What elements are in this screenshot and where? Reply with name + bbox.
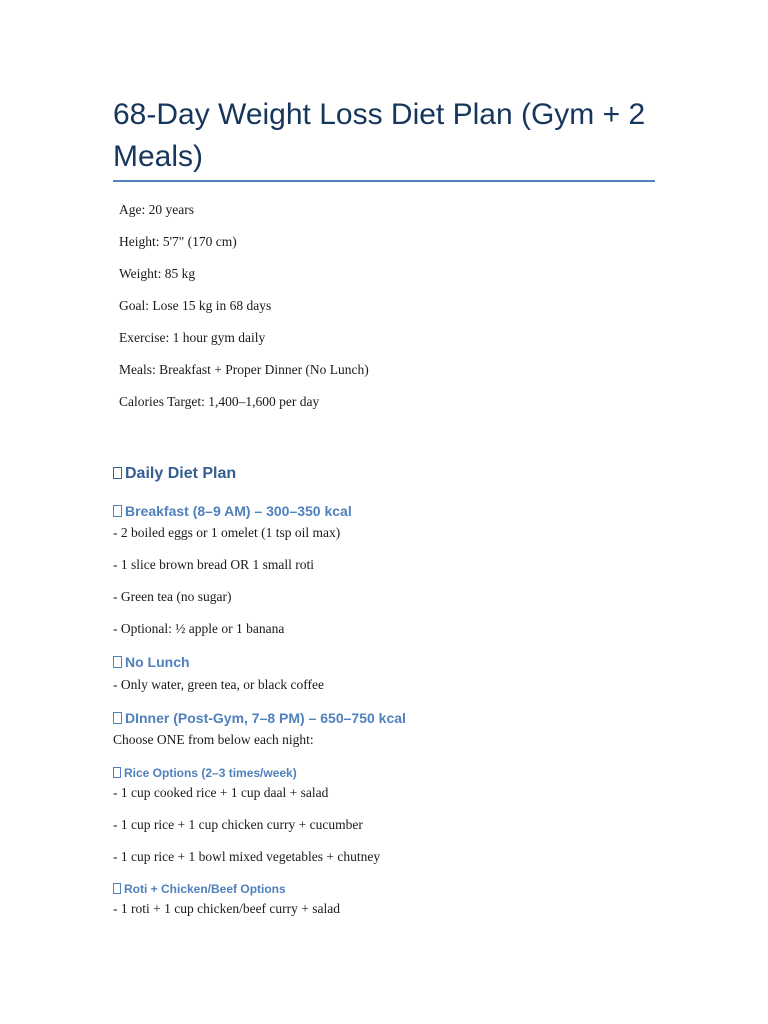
rice-item: - 1 cup rice + 1 bowl mixed vegetables + chutney	[113, 849, 381, 864]
lunch-item: - Only water, green tea, or black coffee	[113, 677, 324, 692]
rice-item: - 1 cup rice + 1 cup chicken curry + cucumber	[113, 817, 363, 832]
profile-height: Height: 5'7" (170 cm)	[119, 234, 237, 249]
title-divider	[113, 180, 655, 182]
heading-roti-options: Roti + Chicken/Beef Options	[113, 882, 286, 896]
breakfast-item: - Green tea (no sugar)	[113, 589, 232, 604]
profile-meals: Meals: Breakfast + Proper Dinner (No Lunch)	[119, 362, 369, 377]
breakfast-item: - Optional: ½ apple or 1 banana	[113, 621, 285, 636]
missing-glyph-icon	[113, 883, 121, 894]
missing-glyph-icon	[113, 656, 122, 668]
profile-calories: Calories Target: 1,400–1,600 per day	[119, 394, 320, 409]
profile-age: Age: 20 years	[119, 202, 194, 217]
heading-dinner: DInner (Post-Gym, 7–8 PM) – 650–750 kcal	[113, 710, 406, 726]
roti-item: - 1 roti + 1 cup chicken/beef curry + salad	[113, 901, 341, 916]
heading-rice-options: Rice Options (2–3 times/week)	[113, 766, 297, 780]
missing-glyph-icon	[113, 505, 122, 517]
heading-daily-diet-plan: Daily Diet Plan	[113, 465, 236, 483]
heading-breakfast: Breakfast (8–9 AM) – 300–350 kcal	[113, 503, 352, 519]
missing-glyph-icon	[113, 467, 122, 479]
missing-glyph-icon	[113, 712, 122, 724]
dinner-intro: Choose ONE from below each night:	[113, 732, 314, 747]
missing-glyph-icon	[113, 767, 121, 778]
breakfast-item: - 1 slice brown bread OR 1 small roti	[113, 557, 314, 572]
rice-item: - 1 cup cooked rice + 1 cup daal + salad	[113, 785, 329, 800]
page-title: 68-Day Weight Loss Diet Plan (Gym + 2 Meals)	[113, 98, 646, 173]
breakfast-item: - 2 boiled eggs or 1 omelet (1 tsp oil max)	[113, 525, 341, 540]
profile-exercise: Exercise: 1 hour gym daily	[119, 330, 266, 345]
profile-weight: Weight: 85 kg	[119, 266, 196, 281]
profile-goal: Goal: Lose 15 kg in 68 days	[119, 298, 272, 313]
heading-no-lunch: No Lunch	[113, 654, 190, 670]
